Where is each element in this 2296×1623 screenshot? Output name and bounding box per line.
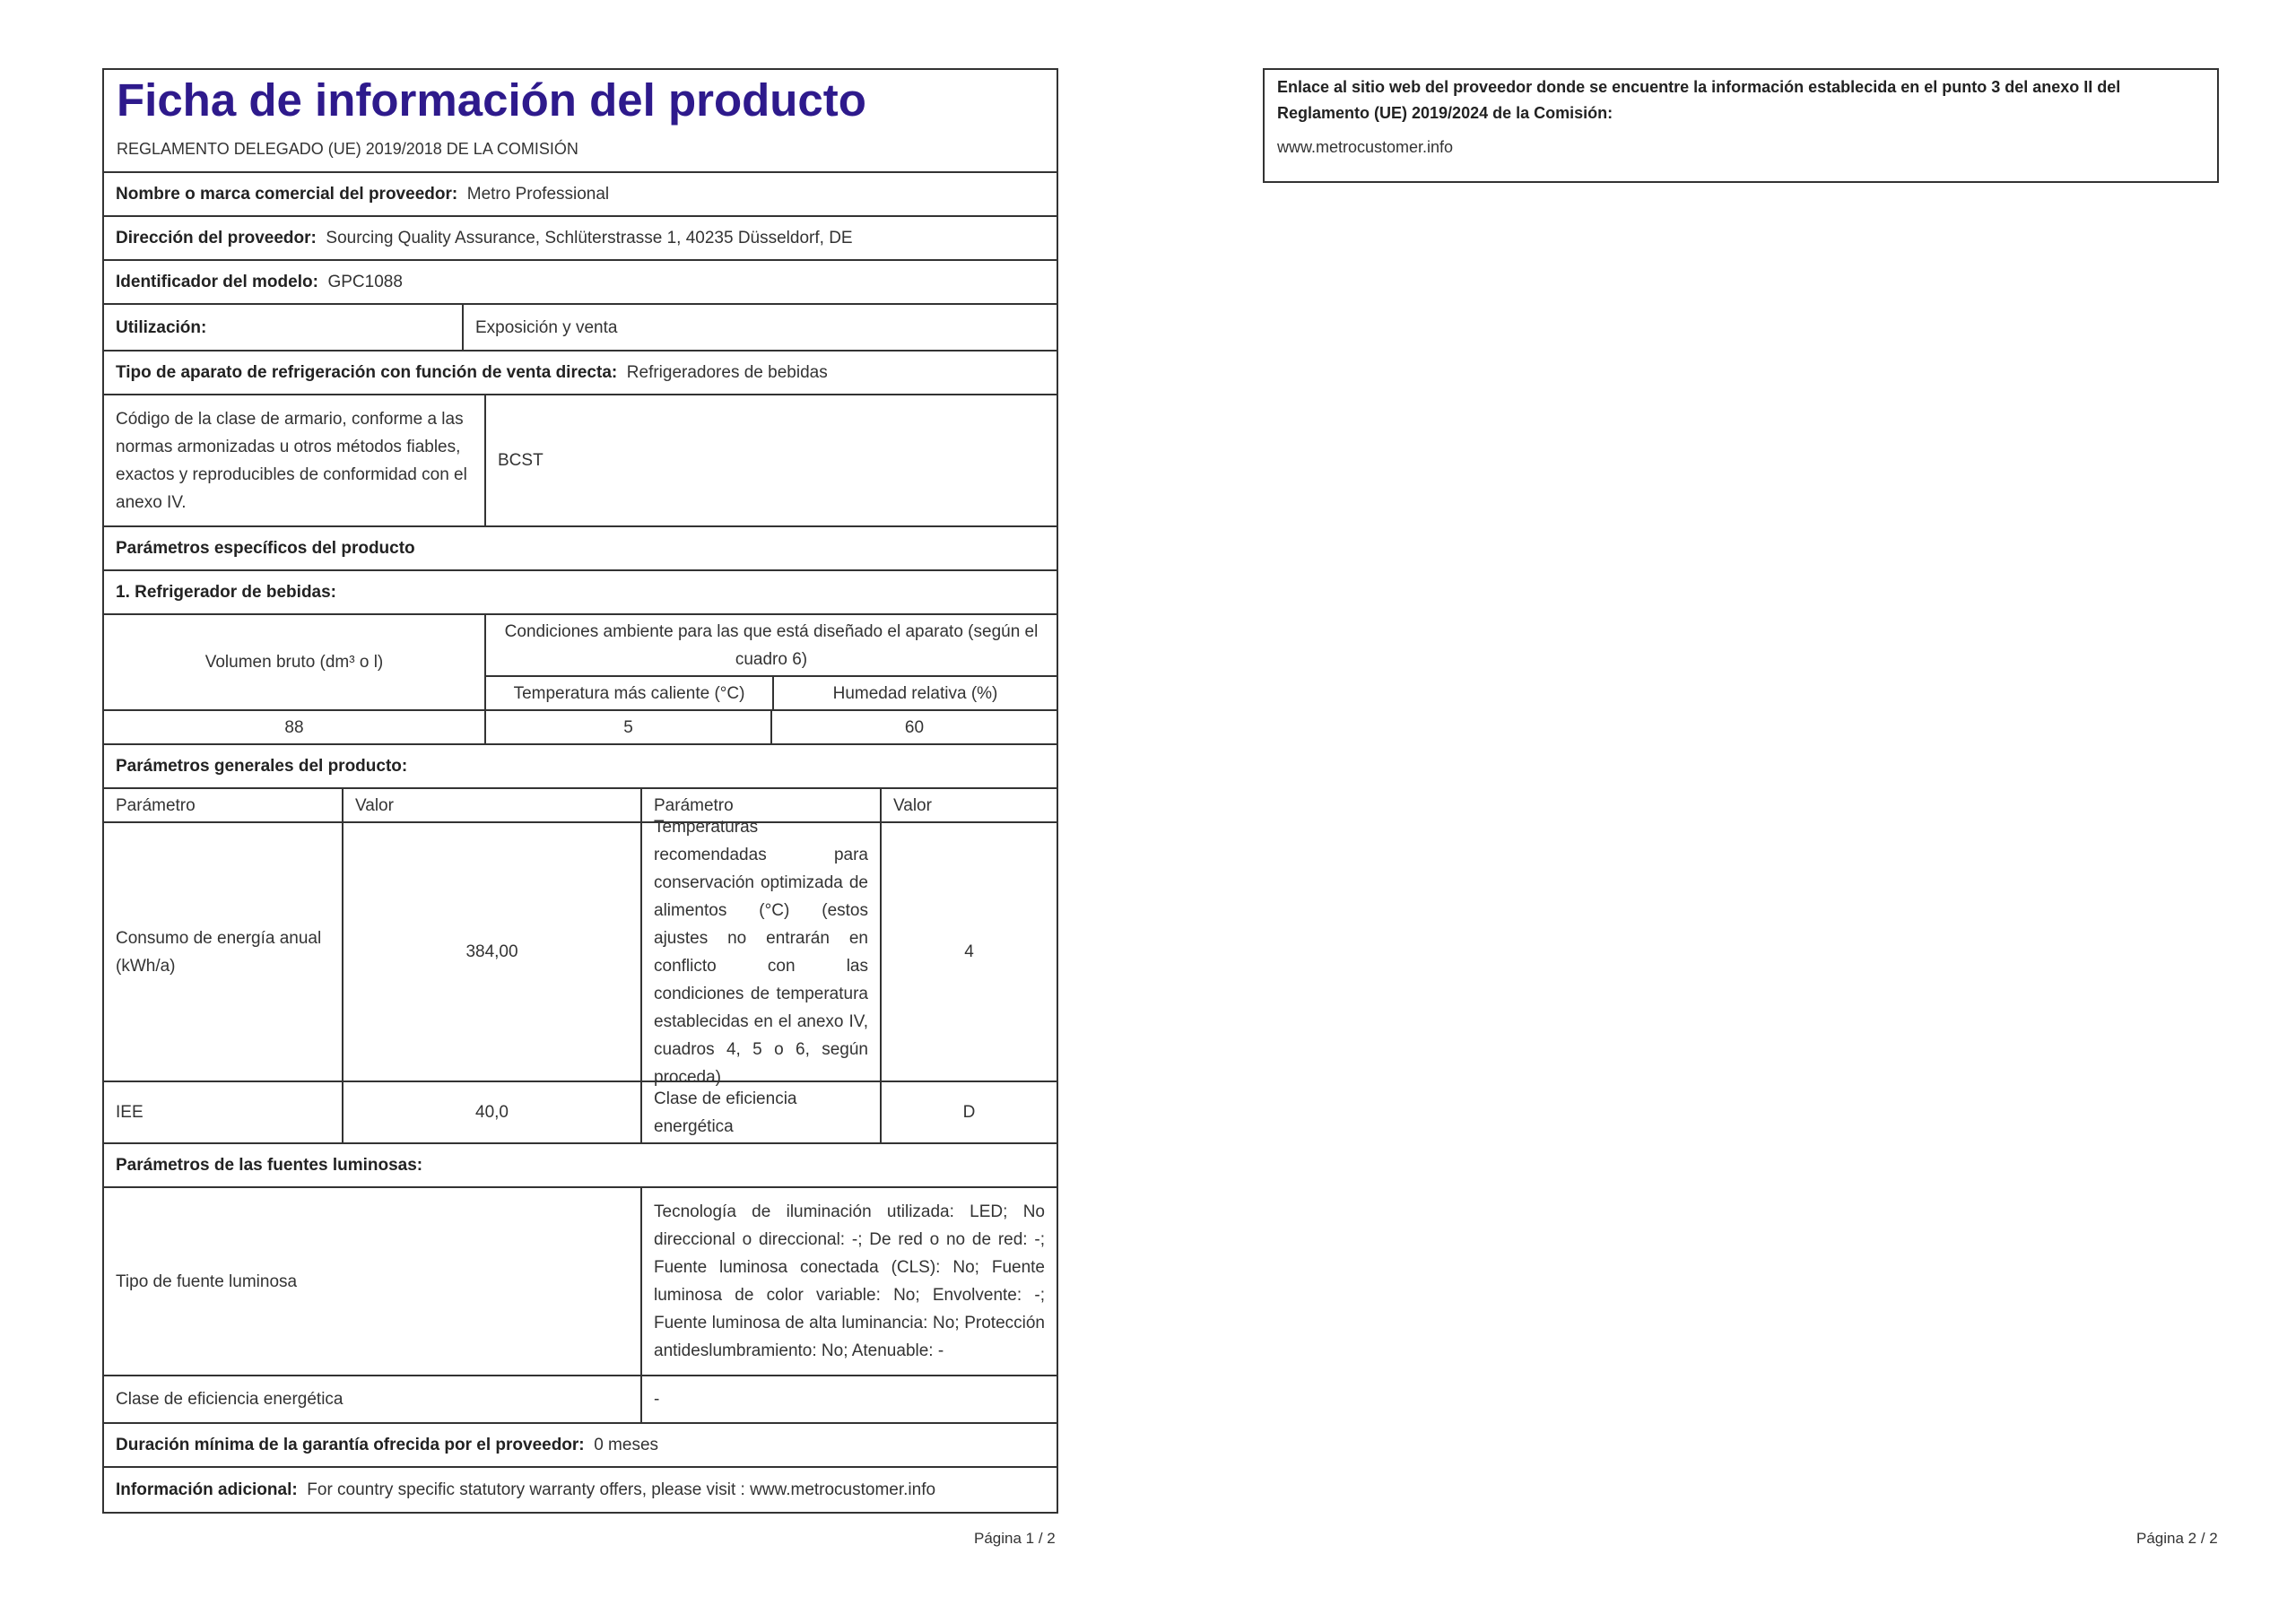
specific-params-heading: Parámetros específicos del producto	[104, 527, 1057, 571]
cabinet-code-value: BCST	[498, 451, 544, 470]
model-value: GPC1088	[327, 273, 403, 291]
ambient-conditions-header: Condiciones ambiente para las que está diseñado el aparato (según el cuadro 6)	[486, 615, 1057, 677]
use-value: Exposición y venta	[475, 317, 618, 337]
appliance-type-row	[104, 352, 1057, 395]
light-efficiency-row	[104, 1376, 1057, 1424]
beverage-cooler-heading: 1. Refrigerador de bebidas:	[104, 571, 1057, 615]
regulation-subtitle: REGLAMENTO DELEGADO (UE) 2019/2018 DE LA COMISIÓN	[117, 140, 578, 158]
supplier-address-value: Sourcing Quality Assurance, Schlüterstrasse 1, 40235 Düsseldorf, DE	[326, 229, 853, 247]
light-efficiency-value: -	[654, 1390, 660, 1409]
humidity-value: 60	[904, 717, 925, 737]
ambient-subheaders	[486, 677, 1057, 709]
iee-value: 40,0	[344, 1082, 642, 1142]
ambient-conditions-header-row	[104, 615, 1057, 711]
light-type-label: Tipo de fuente luminosa	[104, 1188, 642, 1375]
use-row	[104, 305, 1057, 352]
recommended-temp-label: Temperaturas recomendadas para conservación optimizada de alimentos (°C) (estos ajustes no entrarán en conflicto con las condiciones de temperatura establecidas en el anexo IV, cuadros 4, 5 o 6, según proceda)	[642, 823, 882, 1081]
additional-info-label: Información adicional:	[116, 1480, 298, 1499]
warranty-row	[104, 1424, 1057, 1468]
cabinet-code-row	[104, 395, 1057, 527]
energy-label: Consumo de energía anual (kWh/a)	[104, 823, 344, 1081]
col-param-2: Parámetro	[642, 789, 882, 821]
warranty-label: Duración mínima de la garantía ofrecida por el proveedor:	[116, 1436, 585, 1454]
title-block	[104, 70, 1057, 173]
humidity-header: Humedad relativa (%)	[832, 683, 998, 703]
col-value-2: Valor	[893, 795, 932, 815]
efficiency-class-value: D	[962, 1103, 976, 1122]
cabinet-code-label: Código de la clase de armario, conforme a las normas armonizadas u otros métodos fiables, exactos y reproducibles de conformidad con el anexo IV.	[104, 395, 486, 525]
efficiency-class-label: Clase de eficiencia energética	[642, 1082, 882, 1142]
page-title: Ficha de información del producto	[117, 74, 866, 126]
ambient-conditions-group	[486, 615, 1057, 709]
appliance-type-label: Tipo de aparato de refrigeración con función de venta directa:	[116, 363, 618, 382]
light-params-heading: Parámetros de las fuentes luminosas:	[104, 1144, 1057, 1188]
light-type-value: Tecnología de iluminación utilizada: LED; No direccional o direccional: -; De red o no de red: -; Fuente luminosa conectada (CLS): No; Fuente luminosa de color variable: No; Envolvente: -; Fuente luminosa de alta luminancia: No; Protección antideslumbramiento: No; Atenuable: -	[654, 1202, 1045, 1360]
col-value-1: Valor	[344, 789, 642, 821]
page-number-1: Página 1 / 2	[974, 1530, 1056, 1547]
general-params-header-row	[104, 789, 1057, 823]
light-type-row	[104, 1188, 1057, 1376]
warranty-value: 0 meses	[594, 1436, 659, 1454]
additional-info-row	[104, 1468, 1057, 1512]
supplier-name-label: Nombre o marca comercial del proveedor:	[116, 185, 458, 204]
iee-label: IEE	[104, 1082, 344, 1142]
iee-row	[104, 1082, 1057, 1144]
ambient-values-row	[104, 711, 1057, 745]
col-param-1: Parámetro	[104, 789, 344, 821]
energy-row	[104, 817, 1057, 1087]
use-label: Utilización:	[104, 305, 464, 350]
energy-value: 384,00	[344, 823, 642, 1081]
gross-volume-value: 88	[104, 711, 486, 743]
hottest-temp-value: 5	[486, 711, 772, 743]
gross-volume-header: Volumen bruto (dm³ o l)	[104, 615, 486, 709]
supplier-website-label: Enlace al sitio web del proveedor donde se encuentre la información establecida en el punto 3 del anexo II del Reglamento (UE) 2019/2024 de la Comisión:	[1277, 78, 2121, 122]
supplier-name-row	[104, 173, 1057, 217]
appliance-type-value: Refrigeradores de bebidas	[626, 363, 828, 382]
supplier-address-row	[104, 217, 1057, 261]
hottest-temp-header: Temperatura más caliente (°C)	[486, 677, 774, 709]
product-information-sheet	[102, 68, 1058, 1514]
model-row	[104, 261, 1057, 305]
page-number-2: Página 2 / 2	[2136, 1530, 2218, 1547]
supplier-name-value: Metro Professional	[466, 185, 610, 204]
supplier-address-label: Dirección del proveedor:	[116, 229, 317, 247]
supplier-website-link[interactable]: www.metrocustomer.info	[1277, 138, 1454, 156]
model-label: Identificador del modelo:	[116, 273, 318, 291]
light-efficiency-label: Clase de eficiencia energética	[104, 1376, 642, 1422]
general-params-heading: Parámetros generales del producto:	[104, 745, 1057, 789]
recommended-temp-value: 4	[964, 942, 974, 961]
supplier-website-box	[1263, 68, 2219, 183]
additional-info-value: For country specific statutory warranty offers, please visit : www.metrocustomer.info	[307, 1480, 936, 1499]
